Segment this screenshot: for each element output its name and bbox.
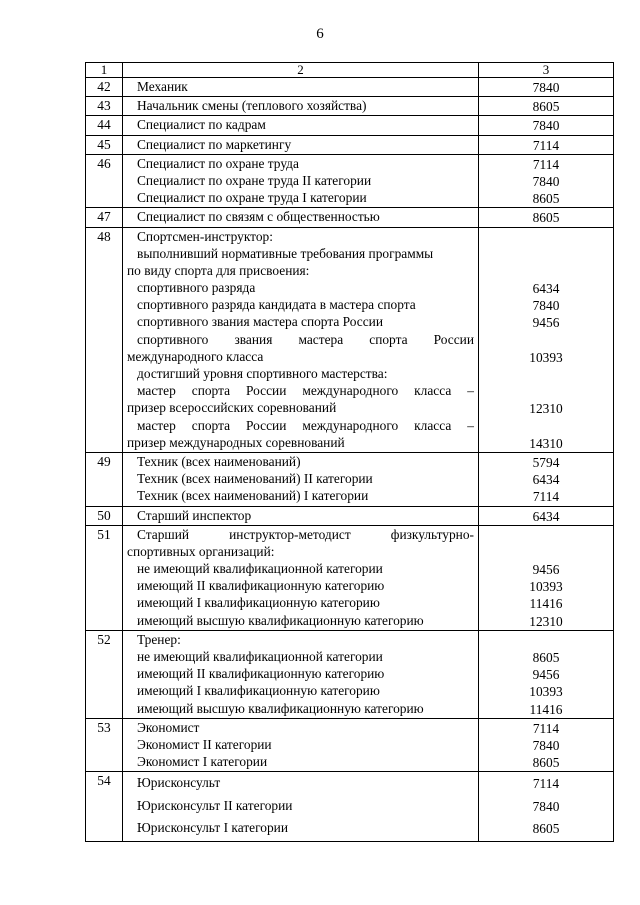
position-line: по виду спорта для присвоения: [127, 262, 310, 278]
table-row [86, 154, 614, 208]
position-line: Начальник смены (теплового хозяйства) [137, 98, 367, 114]
table-row [86, 135, 614, 154]
position-line: призер всероссийских соревнований [127, 400, 337, 416]
salary-value: 10393 [529, 349, 563, 365]
salary-value: 9456 [532, 562, 560, 578]
page-number: 6 [316, 26, 324, 42]
position-line: имеющий I квалификационную категорию [137, 683, 380, 699]
table-row [86, 227, 614, 452]
salary-cell [479, 135, 614, 154]
position-name-cell [123, 154, 479, 208]
position-line: Юрисконсульт [137, 775, 221, 791]
position-name-cell [123, 97, 479, 116]
position-line: достигший уровня спортивного мастерства: [137, 366, 388, 381]
table-row [86, 116, 614, 135]
position-line: Механик [137, 79, 188, 94]
position-name-cell [123, 78, 479, 97]
table-header-row [86, 63, 614, 78]
position-line: Специалист по охране труда [137, 155, 299, 171]
salary-value: 7840 [532, 298, 560, 314]
salary-cell [479, 227, 614, 452]
salary-cell [479, 772, 614, 842]
position-name-cell [123, 506, 479, 525]
position-line: спортивного звания мастера спорта России [137, 314, 383, 330]
position-line: Специалист по охране труда I категории [137, 190, 367, 206]
salary-value [483, 632, 609, 649]
salary-value [483, 246, 609, 263]
table-row [86, 506, 614, 525]
salary-value: 11416 [529, 701, 563, 717]
salary-value: 7840 [532, 118, 560, 134]
table-row [86, 452, 614, 506]
position-line: Специалист по охране труда II категории [137, 172, 372, 188]
salary-value [483, 527, 609, 544]
position-line: международного класса [127, 348, 264, 364]
salary-cell [479, 718, 614, 772]
table-row [86, 718, 614, 772]
salary-value: 12310 [529, 613, 563, 629]
salary-cell [479, 630, 614, 718]
salary-value: 7840 [532, 798, 560, 814]
salary-value: 12310 [529, 401, 563, 417]
salary-value [483, 418, 609, 435]
salary-cell [479, 78, 614, 97]
positions-salary-table [85, 62, 614, 842]
salary-value: 8605 [532, 755, 560, 771]
salary-value: 7114 [532, 156, 560, 172]
salary-value: 10393 [529, 579, 563, 595]
row-number: 43 [86, 97, 123, 116]
position-line: Экономист II категории [137, 736, 272, 752]
salary-value: 7840 [532, 173, 560, 189]
table-row [86, 208, 614, 227]
header-col-1: 1 [86, 63, 123, 78]
position-name-cell [123, 630, 479, 718]
position-line: спортивного разряда [137, 280, 256, 296]
position-line: Старший инспектор [137, 507, 252, 523]
row-number: 52 [86, 630, 123, 718]
position-name-cell [123, 227, 479, 452]
position-line: мастер спорта России международного класса – [137, 417, 474, 433]
salary-value [483, 366, 609, 383]
row-number: 54 [86, 772, 123, 842]
salary-value: 7114 [532, 720, 560, 736]
position-line: спортивного разряда кандидата в мастера спорта [137, 297, 416, 313]
salary-value: 6434 [532, 508, 560, 524]
table-row [86, 97, 614, 116]
salary-cell [479, 452, 614, 506]
position-name-cell [123, 772, 479, 842]
salary-value: 7114 [532, 489, 560, 505]
position-line: имеющий I квалификационную категорию [137, 595, 380, 611]
salary-value [483, 544, 609, 561]
salary-cell [479, 97, 614, 116]
table-row [86, 630, 614, 718]
position-name-cell [123, 116, 479, 135]
position-line: призер международных соревнований [127, 434, 345, 450]
position-line: Экономист I категории [137, 754, 268, 770]
salary-value [483, 229, 609, 246]
position-line: Юрисконсульт I категории [137, 820, 288, 836]
position-line: спортивного звания мастера спорта России [137, 331, 474, 347]
salary-cell [479, 506, 614, 525]
salary-value: 7114 [532, 137, 560, 153]
salary-value: 5794 [532, 454, 560, 470]
salary-value: 11416 [529, 596, 563, 612]
salary-value: 8605 [532, 191, 560, 207]
row-number: 51 [86, 525, 123, 630]
salary-value [483, 263, 609, 280]
position-line: Тренер: [137, 631, 181, 647]
salary-value: 8605 [532, 210, 560, 226]
table-row [86, 772, 614, 842]
position-line: мастер спорта России международного класса – [137, 383, 474, 399]
position-line: не имеющий квалификационной категории [137, 649, 383, 664]
salary-value: 7840 [532, 80, 560, 95]
position-line: не имеющий квалификационной категории [137, 561, 383, 577]
salary-value: 9456 [532, 667, 560, 683]
position-name-cell [123, 452, 479, 506]
salary-cell [479, 116, 614, 135]
row-number: 44 [86, 116, 123, 135]
salary-cell [479, 525, 614, 630]
position-line: имеющий II квалификационную категорию [137, 666, 385, 682]
salary-value: 6434 [532, 281, 560, 297]
salary-value: 7114 [532, 776, 560, 792]
header-col-2: 2 [123, 63, 479, 78]
row-number: 47 [86, 208, 123, 227]
salary-value: 10393 [529, 684, 563, 700]
salary-value: 7840 [532, 737, 560, 753]
position-line: Старший инструктор-методист физкультурно- [137, 526, 474, 542]
row-number: 50 [86, 506, 123, 525]
position-line: Специалист по маркетингу [137, 136, 292, 152]
position-line: Техник (всех наименований) II категории [137, 471, 373, 487]
position-name-cell [123, 208, 479, 227]
salary-value: 6434 [532, 472, 560, 488]
row-number: 49 [86, 452, 123, 506]
header-col-3: 3 [479, 63, 614, 78]
salary-cell [479, 154, 614, 208]
position-line: Техник (всех наименований) I категории [137, 488, 369, 504]
position-line: имеющий высшую квалификационную категорию [137, 612, 424, 628]
salary-cell [479, 208, 614, 227]
position-line: Юрисконсульт II категории [137, 797, 293, 813]
row-number: 48 [86, 227, 123, 452]
table-row [86, 78, 614, 97]
position-name-cell [123, 135, 479, 154]
position-name-cell [123, 525, 479, 630]
row-number: 45 [86, 135, 123, 154]
position-line: Экономист [137, 719, 200, 735]
row-number: 46 [86, 154, 123, 208]
position-line: Спортсмен-инструктор: [137, 228, 273, 244]
position-line: спортивных организаций: [127, 543, 275, 559]
position-line: выполнивший нормативные требования программы [137, 245, 434, 261]
table-row [86, 525, 614, 630]
row-number: 42 [86, 78, 123, 97]
salary-value: 8605 [532, 650, 560, 665]
position-line: Техник (всех наименований) [137, 453, 301, 469]
salary-value: 14310 [529, 435, 563, 451]
salary-value: 8605 [532, 821, 560, 837]
position-name-cell [123, 718, 479, 772]
salary-value: 9456 [532, 315, 560, 331]
salary-value [483, 383, 609, 400]
position-line: Специалист по связям с общественностью [137, 209, 380, 225]
position-line: Специалист по кадрам [137, 117, 266, 133]
salary-value [483, 332, 609, 349]
position-line: имеющий II квалификационную категорию [137, 578, 385, 594]
position-line: имеющий высшую квалификационную категорию [137, 700, 424, 716]
salary-value: 8605 [532, 99, 560, 115]
row-number: 53 [86, 718, 123, 772]
